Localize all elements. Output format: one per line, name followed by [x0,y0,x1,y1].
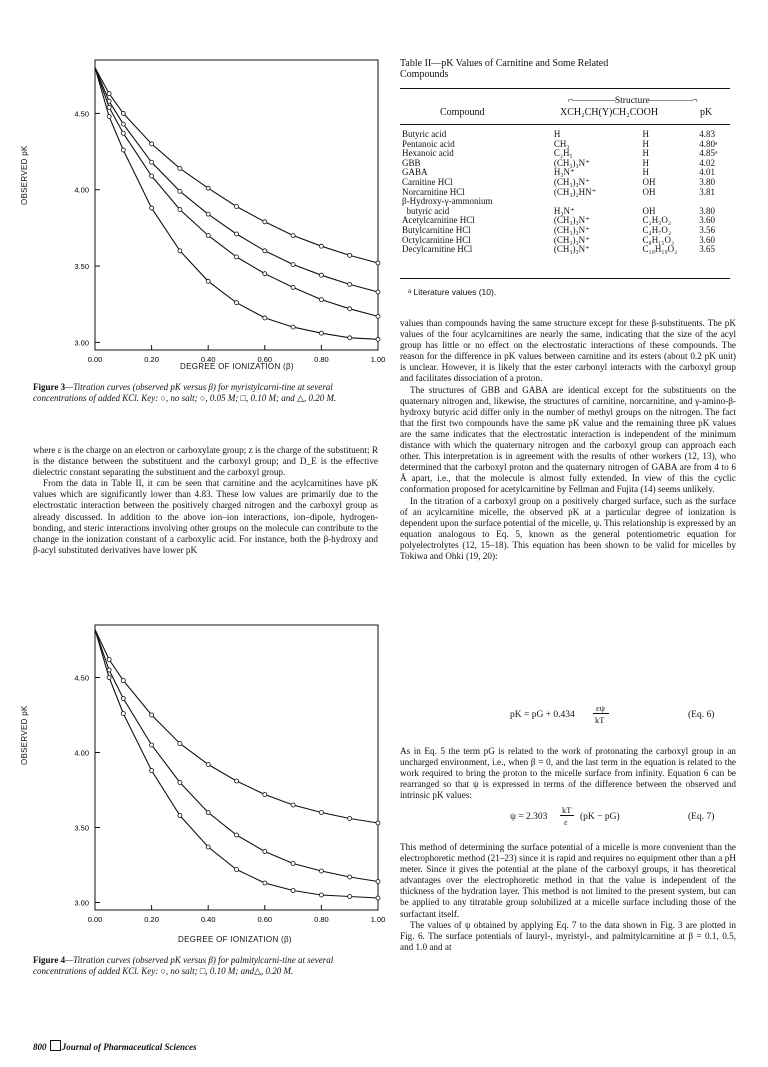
left-body-text [33,445,378,556]
table-cell-x: (CH₃)₃N⁺ [553,244,590,255]
figure-4-data-point [107,676,111,680]
figure-3-xtick-label: 0.20 [144,355,159,364]
figure-3-data-point [107,92,111,96]
figure-4-data-point [206,845,210,849]
figure-3-data-point [107,114,111,118]
table-cell-pk: 3.80 [699,176,716,187]
table-cell-pk: 3.65 [699,244,716,255]
figure-4-data-point [263,793,267,797]
figure-4-ytick-label: 4.50 [74,673,89,683]
table-cell-pk: 3.80 [699,205,716,216]
figure-3-data-point [291,325,295,329]
table-2-head-pk: pK [700,107,713,118]
figure-4-data-point [291,803,295,807]
figure-4-caption-text: —Titration curves (observed pK versus β) for palmitylcarni-tine at several concentrations of added KCl. Key: ○, no salt; □, 0.10 M; and△, 0.20 M. [33,955,334,976]
right-body-text-1 [400,318,736,562]
table-cell-c: Octylcarnitine HCl [402,234,471,245]
figure-3-data-point [178,166,182,170]
table-cell-y: C₂H₃O₂ [642,215,671,226]
figure-3-ytick-label: 3.00 [74,338,89,348]
table-cell-c: Butylcarnitine HCl [402,224,471,235]
figure-3-data-point [150,174,154,178]
figure-3-data-point [319,273,323,277]
table-cell-c: β-Hydroxy-γ-ammonium [402,196,493,207]
right-body-text-2 [400,746,736,801]
table-cell-c: Butyric acid [402,129,447,139]
figure-4-data-point [206,811,210,815]
figure-4-data-point [178,814,182,818]
figure-3-caption [33,382,378,404]
figure-3-data-point [150,206,154,210]
table-cell-c: Hexanoic acid [402,148,454,159]
figure-4-xtick-label: 0.00 [87,915,103,924]
figure-4-data-point [121,712,125,716]
table-cell-pk: 3.81 [699,186,716,197]
right-paragraph-3: In the titration of a carboxyl group on a positively charged surface, such as the surface of an acylcarnitine micelle, the observed pK at a particular degree of ionization is dependent upon the surface potential of the micelle, ψ. This relationship is expressed by an equation analogous to Eq. 5, known as the general potentiometric equation for polyelectrolytes (12, 15–18). This equation has been shown to be valid for micelles by Tokiwa and Ohki (19, 20): [400,495,736,561]
page-footer [33,1040,197,1052]
figure-3-data-point [376,337,380,341]
figure-3-data-point [121,111,125,115]
table-cell-y: H [642,148,650,159]
figure-4-data-point [150,743,154,747]
left-paragraph-1: where ε is the charge on an electron or carboxylate group; z is the charge of the substituent; R is the distance between the substituent and the carboxyl group; and D_E is the effective dielectric constant separating the substituent and the carboxyl group. [33,445,378,478]
table-cell-c: Carnitine HCl [402,176,453,187]
figure-4-data-point [206,763,210,767]
right-paragraph-2: The structures of GBB and GABA are identical except for the substituents on the quaternary nitrogen and, likewise, the structures of carnitine, norcarnitine, and γ-amino-β-hydroxy butyric acid differ only in the number of methyl groups on the nitrogen. The fact that the first two compounds have the same pK value and the remaining three pK values are the same indicates that the electrostatic interaction is independent of the minimum distance with which the quaternary nitrogen and the carboxyl group can approach each other. This interpretation is in agreement with the results of other workers (12, 13), who determined that the carboxyl proton and the quaternary nitrogen of GABA are from 4 to 6 Å apart, i.e., that the molecule is almost fully extended. In view of this the cyclic conformation proposed for acetylcarnitine by Fellman and Fujita (14) seems unlikely. [400,384,736,495]
table-cell-pk: 4.02 [699,157,716,168]
figure-4-data-point [121,697,125,701]
figure-3-xtick-label: 0.80 [314,355,329,364]
figure-3-data-point [206,234,210,238]
table-cell-y: OH [642,205,656,216]
figure-3-chart [50,50,390,375]
table-cell-c: Pentanoic acid [402,138,455,149]
figure-4-data-point [178,781,182,785]
figure-4-data-point [376,821,380,825]
figure-4-data-point [348,875,352,879]
table-cell-pk: 3.60 [699,215,716,226]
figure-4-data-point [291,862,295,866]
figure-3-xtick-label: 0.40 [200,355,216,364]
figure-4-data-point [376,880,380,884]
figure-3-data-point [121,122,125,126]
figure-3-data-point [348,336,352,340]
table-cell-y: H [642,167,650,178]
right-body-text-3 [400,842,736,953]
figure-3-data-point [376,261,380,265]
figure-3-data-point [121,148,125,152]
figure-4-data-point [150,713,154,717]
figure-4-data-point [235,868,239,872]
figure-4-data-point [235,833,239,837]
figure-3-data-point [376,314,380,318]
table-cell-x: H [553,129,561,139]
page-number: 800 [33,1042,47,1052]
table-cell-pk: 4.83 [699,129,716,139]
figure-4-xtick-label: 1.00 [370,915,386,924]
table-cell-y: H [642,138,650,149]
table-cell-x: (CH₃)₃N⁺ [553,157,590,168]
table-cell-y: H [642,129,650,139]
figure-3-data-point [319,298,323,302]
figure-4-ylabel: OBSERVED pK [20,705,29,765]
table-2 [400,130,730,255]
figure-3-xtick-label: 0.00 [87,355,103,364]
figure-3-data-point [291,263,295,267]
figure-4-data-point [235,779,239,783]
figure-3-data-point [235,205,239,209]
table-cell-x: H₃N⁺ [553,167,575,178]
figure-4-series-line-1 [95,630,378,824]
figure-4-ytick-label: 3.50 [74,823,89,833]
figure-3-series-line-4 [95,68,378,340]
table-2-footnote: ᵃ Literature values (10). [408,287,497,297]
figure-3-data-point [150,160,154,164]
figure-3-series-line-3 [95,68,378,317]
figure-3-caption-text: —Titration curves (observed pK versus β) for myristylcarni-tine at several concentrations of added KCl. Key: ○, no salt; ○, 0.05 M; □, 0.10 M; and △, 0.20 M. [33,382,337,403]
table-cell-c: butyric acid [402,205,450,216]
figure-3-data-point [376,290,380,294]
table-2-top-rule [400,88,730,89]
journal-name: Journal of Pharmaceutical Sciences [61,1042,197,1052]
figure-4-data-point [263,850,267,854]
figure-4-chart [50,615,390,935]
table-cell-c: Norcarnitine HCl [402,186,465,197]
figure-3-ytick-label: 4.00 [74,185,89,195]
figure-3-data-point [107,105,111,109]
table-cell-c: Decylcarnitine HCl [402,244,473,255]
figure-4-xtick-label: 0.80 [314,915,329,924]
table-cell-x: (CH₃)₂HN⁺ [553,186,597,197]
figure-3-data-point [319,244,323,248]
table-cell-y: OH [642,176,656,187]
right-paragraph-6: The values of ψ obtained by applying Eq. 7 to the data shown in Fig. 3 are plotted in Fig. 6. The surface potentials of lauryl-, myristyl-, and palmitylcarnitine at β = 0.1, 0.5, and 1.0 and at [400,919,736,952]
table-cell-x: (CH₃)₃N⁺ [553,176,590,187]
figure-4-data-point [263,881,267,885]
table-row [400,245,730,255]
figure-4-data-point [178,742,182,746]
figure-3-data-point [348,253,352,257]
table-cell-c: GABA [402,167,428,178]
figure-3-data-point [263,316,267,320]
table-cell-x: (CH₃)₃N⁺ [553,215,590,226]
figure-4-data-point [291,889,295,893]
figure-4-caption-label: Figure 4 [33,955,66,965]
table-2-header-rule [400,124,730,125]
table-cell-x: (CH₃)₃N⁺ [553,234,590,245]
table-2-title: Table II—pK Values of Carnitine and Some Related Compounds [400,58,609,80]
figure-3-data-point [263,249,267,253]
table-2-structure-header: ⌐—————Structure—————¬ [568,96,697,106]
figure-3-data-point [235,301,239,305]
table-2-body [400,130,730,255]
table-cell-x: CH₃ [553,138,570,149]
figure-4-data-point [319,811,323,815]
figure-4-xtick-label: 0.40 [200,915,216,924]
figure-4-xtick-label: 0.20 [144,915,159,924]
figure-4-data-point [150,769,154,773]
table-cell-x: (CH₃)₃N⁺ [553,224,590,235]
table-2-head-compound: Compound [440,107,485,118]
figure-4-ytick-label: 3.00 [74,898,89,908]
table-cell-c: Acetylcarnitine HCl [402,215,475,226]
table-cell-y: OH [642,186,656,197]
figure-3-data-point [206,186,210,190]
figure-4-data-point [319,893,323,897]
figure-4-xtick-label: 0.60 [257,915,273,924]
right-paragraph-4: As in Eq. 5 the term pG is related to the work of protonating the carboxyl group in an uncharged environment, i.e., when β = 0, and the last term in the equation is related to the work required to bring the proton to the micelle surface from infinity. Equation 6 can be rearranged so that ψ is expressed in terms of the difference between the observed and intrinsic pK values: [400,746,736,801]
figure-3-data-point [291,234,295,238]
figure-3-data-point [121,131,125,135]
figure-3-data-point [178,208,182,212]
table-cell-pk: 3.56 [699,224,716,235]
journal-logo-icon [50,1040,61,1051]
table-cell-y: C₁₀H₁₉O₂ [642,244,678,255]
table-cell-pk: 4.85ᵃ [699,148,718,159]
table-cell-pk: 4.80ᵃ [699,138,718,149]
figure-3-data-point [263,220,267,224]
figure-4-data-point [121,679,125,683]
figure-4-data-point [319,869,323,873]
figure-3-ylabel: OBSERVED pK [20,145,29,205]
figure-3-data-point [178,189,182,193]
right-paragraph-5: This method of determining the surface potential of a micelle is more convenient than the electrophoretic method (21–23) since it is rapid and requires no equipment other than a pH meter. Since it gives the potential at the plane of the carboxyl groups, it has theoretical advantages over the electrophoretic method in that the value is independent of the thickness of the hydration layer. This method is not limited to the present system, but can be applied to any titratable group solubilized at a micelle surface including those of the surfactant itself. [400,842,736,919]
table-cell-y: H [642,157,650,168]
figure-4-xlabel: DEGREE OF IONIZATION (β) [178,935,292,944]
figure-3-xtick-label: 1.00 [370,355,386,364]
figure-3-data-point [178,249,182,253]
figure-3-data-point [235,232,239,236]
figure-4-caption [33,955,378,977]
table-cell-x: H₃N⁺ [553,205,575,216]
figure-3-xtick-label: 0.60 [257,355,273,364]
table-cell-x: C₂H₅ [553,148,573,159]
table-2-head-formula: XCH₂CH(Y)CH₂COOH [560,107,659,118]
figure-3-data-point [348,282,352,286]
figure-3-ytick-label: 4.50 [74,109,89,119]
figure-3-data-point [263,272,267,276]
figure-3-xlabel: DEGREE OF IONIZATION (β) [180,362,294,371]
figure-4-data-point [107,658,111,662]
table-cell-y: C₈H₁₅O₂ [642,234,675,245]
figure-3-data-point [235,255,239,259]
figure-3-data-point [291,285,295,289]
figure-3-data-point [319,331,323,335]
table-2-bottom-rule [400,278,730,279]
figure-3-ytick-label: 3.50 [74,262,89,272]
table-cell-c: GBB [402,157,421,168]
figure-3-data-point [206,279,210,283]
table-cell-pk: 4.01 [699,167,716,178]
figure-4-data-point [348,895,352,899]
figure-4-series-line-3 [95,630,378,899]
right-paragraph-1: values than compounds having the same structure except for these β-substituents. The pK values of the four acylcarnitines are nearly the same, indicating that the size of the acyl group has little or no effect on the electrostatic interactions of these compounds. The reason for the difference in pK values between carnitine and its esters (about 0.2 pK unit) is unclear. However, it is likely that the ester carbonyl interacts with the carboxyl group and facilitates dissociation of a proton. [400,318,736,384]
figure-4-data-point [348,817,352,821]
table-cell-pk: 3.60 [699,234,716,245]
left-paragraph-2: From the data in Table II, it can be seen that carnitine and the acylcarnitines have pK values which are significantly lower than 4.83. These low values are primarily due to the electrostatic interaction between the positively charged nitrogen and the carboxyl group as already discussed. In addition to the above ion–ion interactions, ion–dipole, hydrogen-bonding, and steric interactions involving other groups on the molecule can contribute to the change in the ionization constant of a carboxylic acid. For instance, both the β-hydroxy and β-acyl substituted derivatives have lower pK [33,478,378,555]
figure-4-ytick-label: 4.00 [74,748,89,758]
table-cell-y: C₄H₇O₂ [642,224,671,235]
figure-3-data-point [348,307,352,311]
figure-3-data-point [150,142,154,146]
figure-4-series-line-2 [95,630,378,882]
figure-3-caption-label: Figure 3 [33,382,66,392]
figure-3-data-point [206,212,210,216]
figure-4-data-point [376,896,380,900]
